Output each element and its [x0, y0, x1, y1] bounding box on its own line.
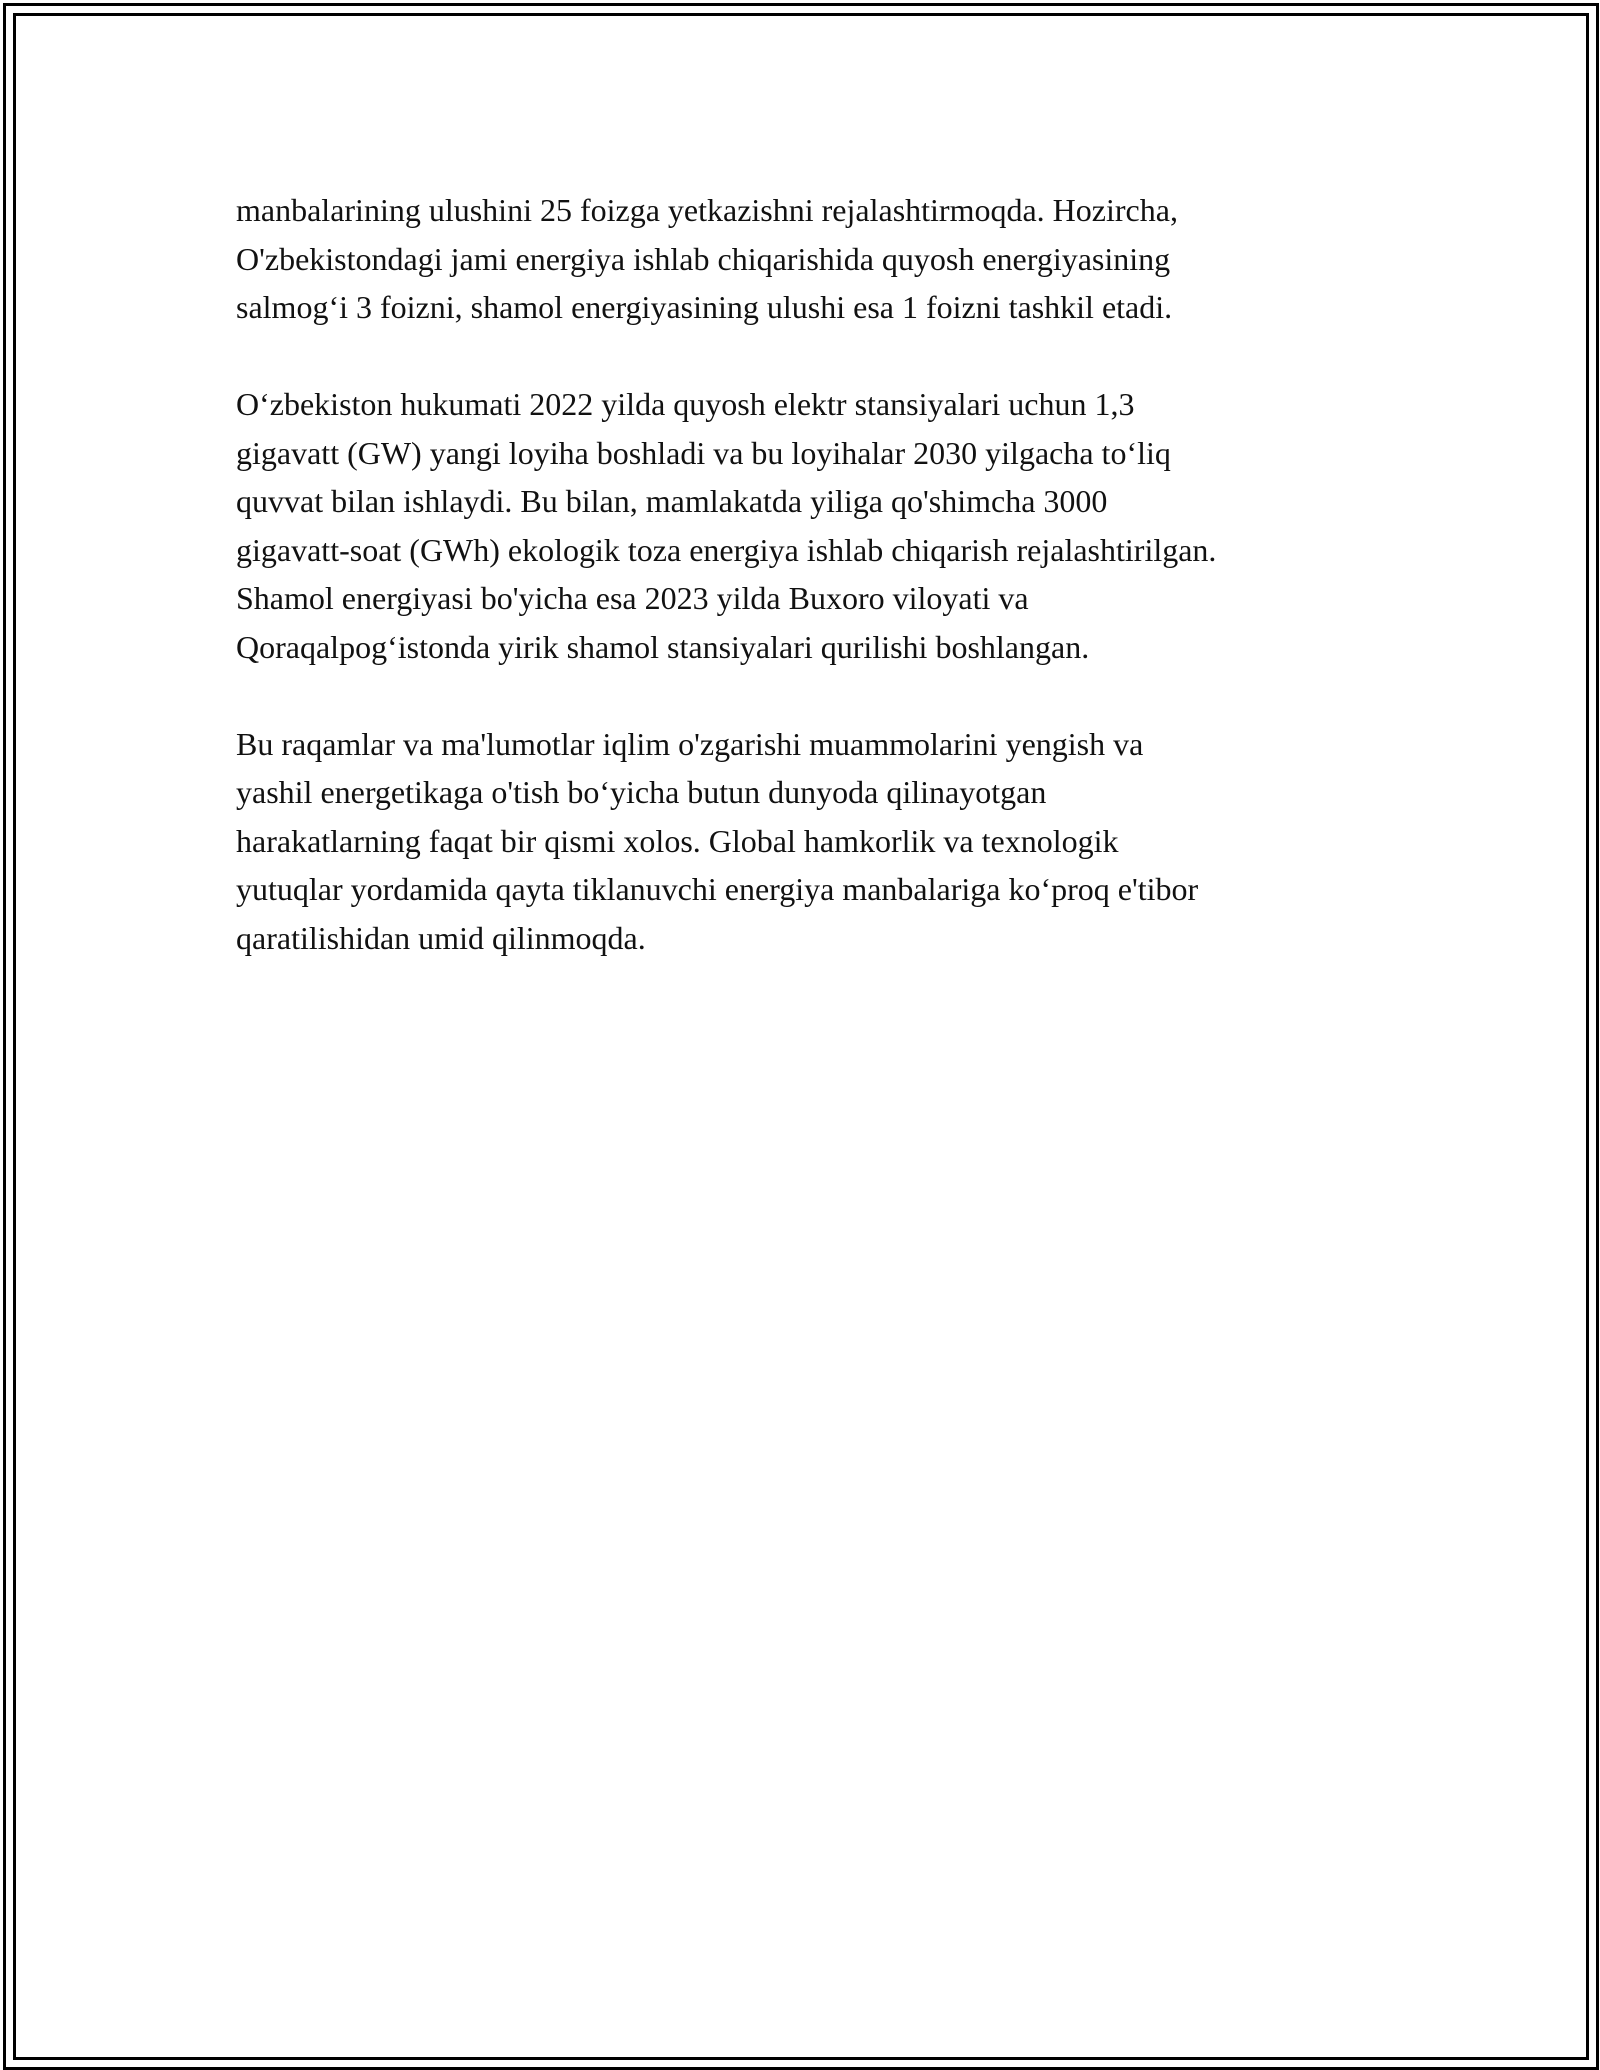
text-line: Qoraqalpog‘istonda yirik shamol stansiyalari qurilishi boshlangan. — [236, 628, 1090, 665]
paragraph-2 — [236, 380, 1376, 671]
text-line: gigavatt (GW) yangi loyiha boshladi va bu loyihalar 2030 yilgacha to‘liq — [236, 434, 1171, 471]
text-line: harakatlarning faqat bir qismi xolos. Global hamkorlik va texnologik — [236, 822, 1119, 859]
text-line: yashil energetikaga o'tish bo‘yicha butun dunyoda qilinayotgan — [236, 774, 1047, 810]
text-line: manbalarining ulushini 25 foizga yetkazishni rejalashtirmoqda. Hozircha, — [236, 192, 1178, 228]
paragraph-3 — [236, 720, 1376, 963]
text-line: quvvat bilan ishlaydi. Bu bilan, mamlakatda yiliga qo'shimcha 3000 — [236, 483, 1108, 519]
paragraph-1 — [236, 186, 1376, 332]
text-line: Shamol energiyasi bo'yicha esa 2023 yilda Buxoro viloyati va — [236, 580, 1029, 616]
document-body — [236, 186, 1376, 1011]
text-line: gigavatt-soat (GWh) ekologik toza energiya ishlab chiqarish rejalashtirilgan. — [236, 531, 1217, 568]
text-line: O‘zbekiston hukumati 2022 yilda quyosh elektr stansiyalari uchun 1,3 — [236, 386, 1135, 422]
text-line: qaratilishidan umid qilinmoqda. — [236, 919, 646, 956]
text-line: Bu raqamlar va ma'lumotlar iqlim o'zgarishi muammolarini yengish va — [236, 725, 1144, 762]
text-line: salmog‘i 3 foizni, shamol energiyasining ulushi esa 1 foizni tashkil etadi. — [236, 289, 1173, 325]
text-line: yutuqlar yordamida qayta tiklanuvchi energiya manbalariga ko‘proq e'tibor — [236, 871, 1199, 907]
text-line: O'zbekistondagi jami energiya ishlab chiqarishida quyosh energiyasining — [236, 240, 1171, 277]
